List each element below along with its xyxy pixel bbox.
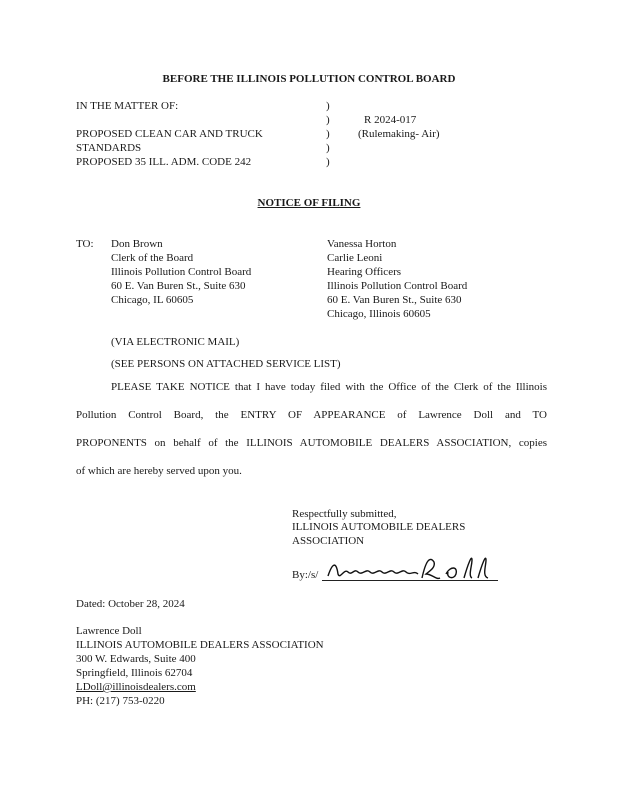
docket-type: (Rulemaking- Air) — [358, 128, 440, 140]
recipient-left-line: Illinois Pollution Control Board — [111, 266, 252, 278]
paren-2: ) — [326, 114, 330, 126]
docket-number: R 2024-017 — [364, 114, 417, 126]
caption-parens — [326, 99, 330, 169]
paren-1: ) — [326, 100, 330, 112]
proposal-line-1: PROPOSED CLEAN CAR AND TRUCK — [76, 128, 263, 140]
recipient-left — [111, 237, 251, 307]
org-line-2: ASSOCIATION — [292, 535, 365, 547]
recipient-left-line: Clerk of the Board — [111, 252, 194, 264]
recipient-left-line: Chicago, IL 60605 — [111, 294, 194, 306]
recipient-right — [327, 237, 467, 321]
proposal-line-3: PROPOSED 35 ILL. ADM. CODE 242 — [76, 156, 252, 168]
respectfully-submitted: Respectfully submitted, — [292, 508, 397, 520]
recipient-right-line: Chicago, Illinois 60605 — [327, 308, 431, 320]
proposal-line-2: STANDARDS — [76, 142, 142, 154]
dated: Dated: October 28, 2024 — [76, 598, 185, 610]
via-email: (VIA ELECTRONIC MAIL) — [111, 336, 240, 348]
contact-org: ILLINOIS AUTOMOBILE DEALERS ASSOCIATION — [76, 639, 324, 651]
contact-block — [76, 624, 324, 708]
paren-4: ) — [326, 142, 330, 154]
contact-street: 300 W. Edwards, Suite 400 — [76, 653, 196, 665]
contact-phone: PH: (217) 753-0220 — [76, 695, 165, 707]
body-line-4: of which are hereby served upon you. — [76, 465, 242, 477]
recipient-right-line: Hearing Officers — [327, 266, 402, 278]
contact-email-link[interactable]: LDoll@illinoisdealers.com — [76, 681, 196, 693]
recipient-right-line: 60 E. Van Buren St., Suite 630 — [327, 294, 462, 306]
contact-name: Lawrence Doll — [76, 625, 142, 637]
see-persons: (SEE PERSONS ON ATTACHED SERVICE LIST) — [111, 358, 341, 370]
paren-3: ) — [326, 128, 330, 140]
signature-image — [326, 550, 498, 584]
contact-city: Springfield, Illinois 62704 — [76, 667, 193, 679]
body-line-3: PROPONENTS on behalf of the ILLINOIS AUTOMOBILE DEALERS ASSOCIATION, copies — [76, 437, 547, 449]
org-line-1: ILLINOIS AUTOMOBILE DEALERS — [292, 521, 466, 533]
to-label: TO: — [76, 238, 94, 250]
recipient-left-line: 60 E. Van Buren St., Suite 630 — [111, 280, 246, 292]
body-line-1: PLEASE TAKE NOTICE that I have today filed with the Office of the Clerk of the Illinois — [111, 381, 547, 393]
document-title: BEFORE THE ILLINOIS POLLUTION CONTROL BOARD — [162, 73, 456, 85]
signature-by-label: By:/s/ — [292, 569, 319, 581]
recipient-right-line: Carlie Leoni — [327, 252, 383, 264]
matter-label: IN THE MATTER OF: — [76, 100, 179, 112]
recipient-right-line: Vanessa Horton — [327, 238, 397, 250]
recipient-left-line: Don Brown — [111, 238, 163, 250]
body-line-2: Pollution Control Board, the ENTRY OF APPEARANCE of Lawrence Doll and TO — [76, 409, 547, 421]
paren-5: ) — [326, 156, 330, 168]
notice-title: NOTICE OF FILING — [257, 197, 361, 209]
recipient-right-line: Illinois Pollution Control Board — [327, 280, 468, 292]
